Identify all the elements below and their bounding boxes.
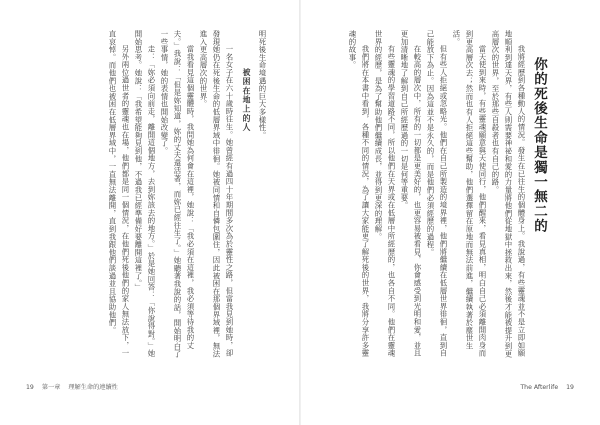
left-paragraph: 另外兩位過世者的靈魂也在場，他們都是同一個情況，在他們死後他們的家人無法放下，一直哀悼。而他們也被困在低層界域中，一直無法離開，直到我跟他們談過並且協助他們。 [108,30,130,357]
left-page-number: 19 [26,384,34,391]
left-paragraph: 明死後生命境遇的巨大多樣性。 [258,30,267,140]
right-paragraph: 我將經歷到各種動人的情況。發生在已往生的個體身上。我說過，有些靈魂並不是立即如願地順利到達天界，有些人則需要神祕和愛的力量將他們從地獄中拯救出來，然後才能被提升到更高層次的世界，至於那些自殺者也有自己的路。 [491,30,526,358]
right-paragraph: 有些靈魂的學習道路不同，所以他們在天界或在低層中所經歷的，也各自不同。他們在靈魂世界的經歷，是為了幫助他們繼續成長，並得到更深的理解。 [374,30,396,357]
left-paragraph: 走：「妳必須向前走，離開這個地方，去到妳該去的地方。」於是她回答：「你說得對。」她開始思考。她說：「我希望能夠見到他，不過我已經準備好要離開這裡了。」 [134,30,156,358]
right-paragraph: 當天使到來時，有些靈魂願意與天使同行，他們醒來，看見真相，明白自己必須離開肉身而到更高層次去；然而也有人拒絕這些幫助，他們選擇留在原地而無法前進，繼續執著於塵世生活。 [452,30,487,357]
right-running-title: The Afterlife [520,384,559,391]
left-footer [26,382,124,391]
right-page [301,0,600,425]
right-page-text [335,30,550,360]
right-page-number: 19 [566,384,574,391]
left-paragraph: 當我看見這個靈體時，我問她為何會在這裡，她說：「我必須在這裡，我必須等待我的丈夫。」我說：「但是妳知道，妳的丈夫還活著，而妳已經往生了。」她聽著我說的話，開始明白了一些事情，她的表情也開始改變了。 [160,30,195,358]
chapter-title: 你的死後生命是獨一無二的 [531,57,547,234]
right-paragraph: 但有些人拒絕或忽略光。他們在自己所製造的境界裡，他們將繼續在低層世界徘徊，直到自己能放下為止。因為這並不是永久的，而是他們必須經歷的過程。 [426,30,448,357]
left-running-title: 理解生命的連續性 [68,384,118,391]
left-chapter-label: 第一章 [41,384,61,391]
right-footer [514,384,574,391]
section-heading: 被困在地上的人 [242,67,251,132]
right-paragraph: 在較高的層次中，所有的一切都是更美好的，也更容易被看見，你會感受到光明和愛，並且更加清晰地了解到自己所經歷過的一切是何等重要。 [400,30,422,357]
right-paragraph: 我們將在本書中看到，各種不同的情況，為了讓大家能更了解死後的世界，我將分享許多靈魂的故事。 [348,30,370,357]
left-paragraph: 一名女子在六十歲時往生。她曾經有過四十年期間多次為於靈性之路，但當我見到她時，卻發現她仍在死後生命的低層界域中徘徊。她被同情和自憐包圍住，因此被困在那個界域裡，無法進入更高層次的世界。 [199,30,234,358]
left-page-text [54,30,269,360]
left-page [0,0,299,425]
